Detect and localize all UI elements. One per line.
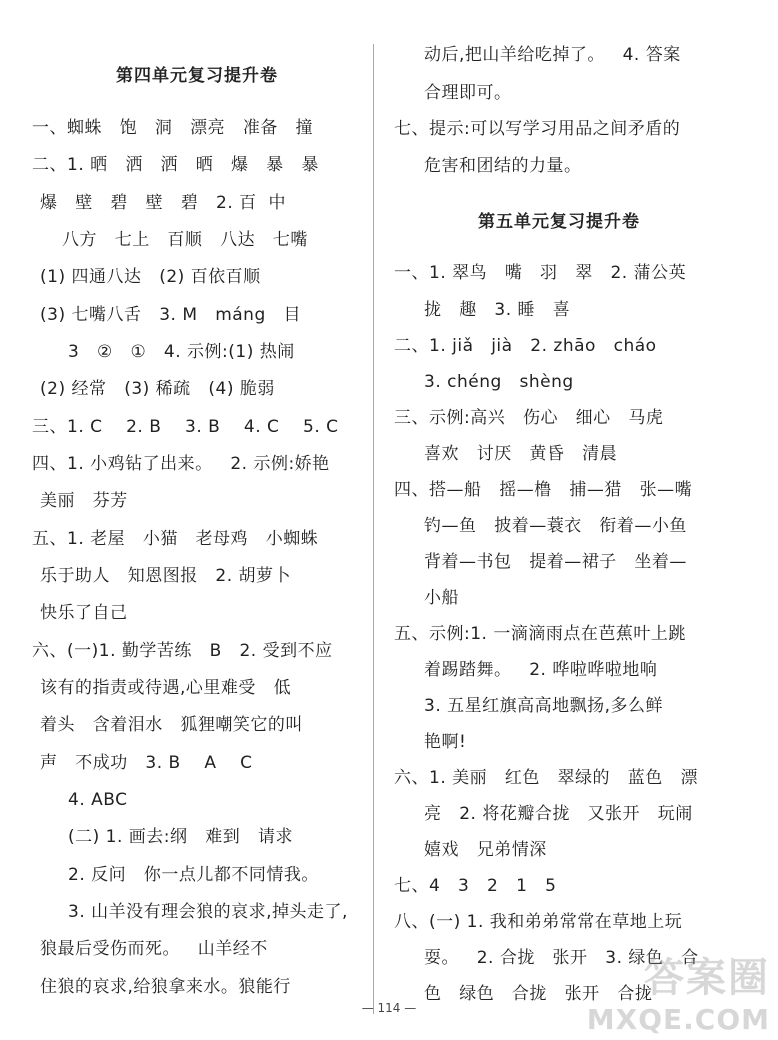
answer-line: 乐于助人 知恩图报 2. 胡萝卜 [40,566,292,586]
answer-line: 背着—书包 提着—裙子 坐着— [424,552,687,572]
answer-line: (1) 四通八达 (2) 百依百顺 [40,267,261,287]
answer-line: 四、1. 小鸡钻了出来。 2. 示例:娇艳 [32,454,330,474]
answer-line: 喜欢 讨厌 黄昏 清晨 [424,444,618,464]
answer-line: 狼最后受伤而死。 山羊经不 [40,939,268,959]
answer-line: 八方 七上 百顺 八达 七嘴 [62,230,308,250]
site-watermark [587,946,770,1036]
answer-line: 一、蜘蛛 饱 洞 漂亮 准备 撞 [32,118,314,138]
answer-line: (2) 经常 (3) 稀疏 (4) 脆弱 [40,379,275,399]
answer-line: 3 ② ① 4. 示例:(1) 热闹 [68,342,295,362]
answer-line: 嬉戏 兄弟情深 [424,840,547,860]
answer-line: 快乐了自己 [40,603,128,623]
unit4-title: 第四单元复习提升卷 [116,66,278,86]
answer-line: 动后,把山羊给吃掉了。 4. 答案 [424,45,681,65]
answer-line: 七、4 3 2 1 5 [394,876,557,896]
answer-line: 拢 趣 3. 睡 喜 [424,300,571,320]
answer-line: 三、1. C 2. B 3. B 4. C 5. C [32,417,339,437]
answer-line: (二) 1. 画去:纲 难到 请求 [68,827,293,847]
answer-line: 着踢踏舞。 2. 哗啦哗啦地响 [424,660,658,680]
answer-line: 艳啊! [424,732,467,752]
answer-line: 4. ABC [68,790,128,810]
watermark-logo-text: 答案圈 [644,955,770,1001]
answer-line: 耍。 2. 合拢 张开 3. 绿色 合 [424,948,699,968]
answer-line: 八、(一) 1. 我和弟弟常常在草地上玩 [394,912,683,932]
answer-line: 3. 五星红旗高高地飘扬,多么鲜 [424,696,664,716]
answer-line: 美丽 芬芳 [40,491,128,511]
answer-line: 爆 壁 碧 壁 碧 2. 百 中 [40,193,286,213]
answer-line: 一、1. 翠鸟 嘴 羽 翠 2. 蒲公英 [394,263,687,283]
answer-line: 三、示例:高兴 伤心 细心 马虎 [394,408,664,428]
answer-line: 该有的指责或待遇,心里难受 低 [40,678,292,698]
answer-line: 亮 2. 将花瓣合拢 又张开 玩闹 [424,804,693,824]
unit5-title: 第五单元复习提升卷 [478,212,640,232]
answer-line: 2. 反问 你一点儿都不同情我。 [68,865,319,885]
answer-line: 色 绿色 合拢 张开 合拢 [424,984,653,1004]
answer-line: 小船 [424,588,459,608]
answer-line: 危害和团结的力量。 [424,156,582,176]
column-divider [373,44,374,1014]
page-number: — 114 — [361,1001,417,1015]
answer-line: 五、示例:1. 一滴滴雨点在芭蕉叶上跳 [394,624,686,644]
watermark-domain: MXQE.COM [586,1003,770,1036]
answer-line: 四、搭—船 摇—橹 捕—猎 张—嘴 [394,480,693,500]
answer-line: 住狼的哀求,给狼拿来水。狼能行 [40,977,291,997]
answer-line: 着头 含着泪水 狐狸嘲笑它的叫 [40,715,303,735]
answer-line: 二、1. 晒 洒 洒 晒 爆 暴 暴 [32,155,319,175]
answer-line: 3. chéng shèng [424,372,574,392]
answer-line: 六、1. 美丽 红色 翠绿的 蓝色 漂 [394,768,698,788]
answer-line: 3. 山羊没有理会狼的哀求,掉头走了, [68,902,348,922]
answer-line: 二、1. jiǎ jià 2. zhāo cháo [394,336,657,356]
answer-line: 钓—鱼 披着—蓑衣 衔着—小鱼 [424,516,687,536]
answer-line: 六、(一)1. 勤学苦练 B 2. 受到不应 [32,641,333,661]
answer-line: 五、1. 老屋 小猫 老母鸡 小蜘蛛 [32,529,319,549]
answer-line: 七、提示:可以写学习用品之间矛盾的 [394,119,681,139]
answer-line: 声 不成功 3. B A C [40,753,253,773]
answer-line: (3) 七嘴八舌 3. M máng 目 [40,305,301,325]
answer-line: 合理即可。 [424,83,512,103]
